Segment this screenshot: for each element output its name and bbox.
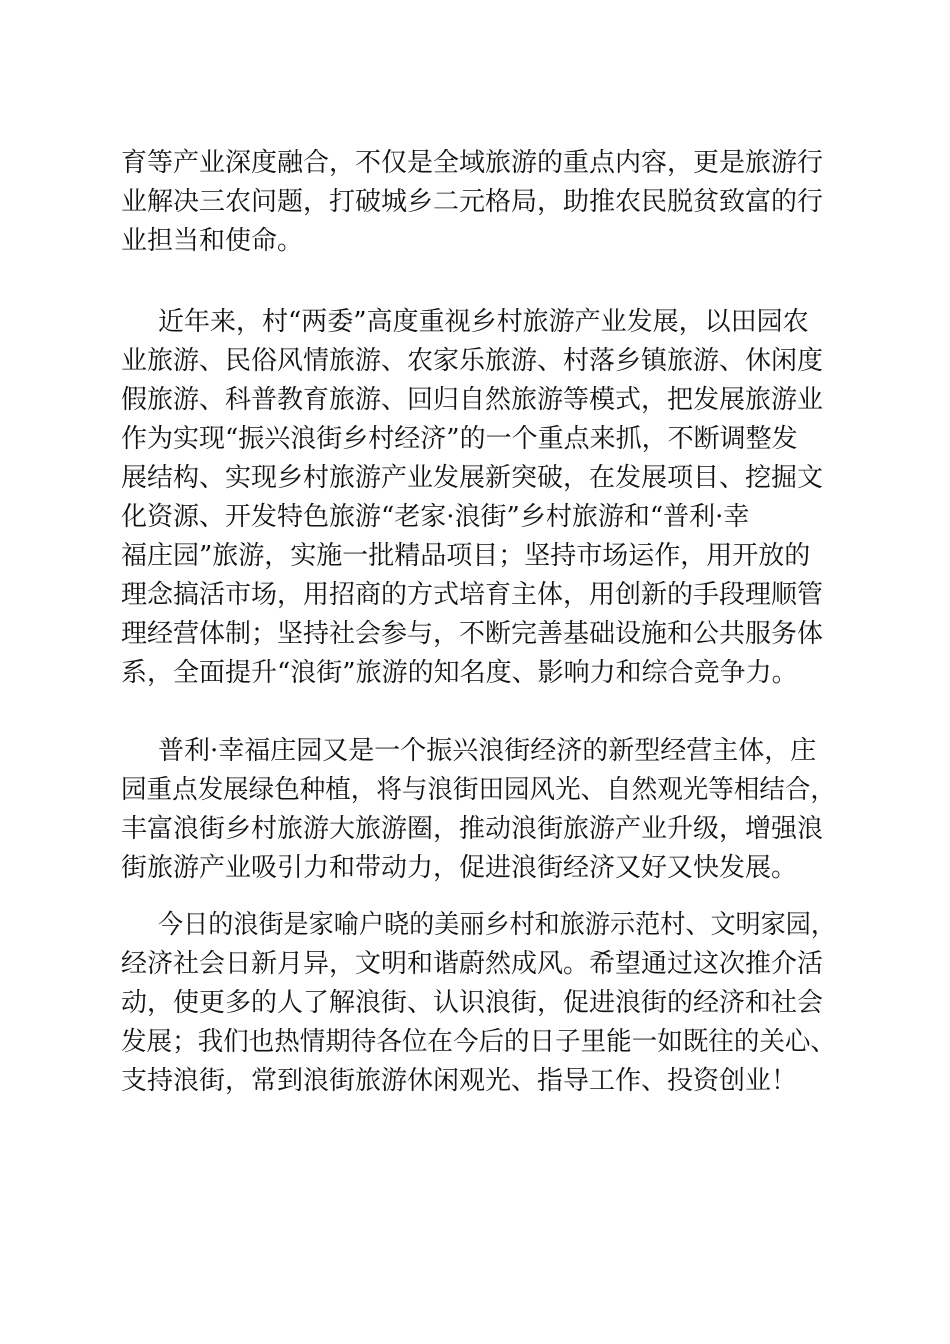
text-line: 育等产业深度融合，不仅是全域旅游的重点内容，更是旅游行 — [121, 148, 824, 178]
text-line: 业解决三农问题，打破城乡二元格局，助推农民脱贫致富的行 — [121, 187, 824, 217]
text-line: 支持浪街，常到浪街旅游休闲观光、指导工作、投资创业！ — [121, 1066, 798, 1096]
text-line: 假旅游、科普教育旅游、回归自然旅游等模式，把发展旅游业 — [121, 385, 824, 415]
text-line: 动，使更多的人了解浪街、认识浪街，促进浪街的经济和社会 — [121, 988, 824, 1018]
paragraph-first-line: 今日的浪街是家喻户晓的美丽乡村和旅游示范村、文明家园， — [158, 910, 837, 940]
text-line: 丰富浪街乡村旅游大旅游圈，推动浪街旅游产业升级，增强浪 — [121, 814, 824, 844]
text-line: 街旅游产业吸引力和带动力，促进浪街经济又好又快发展。 — [121, 853, 798, 883]
text-line: 展结构、实现乡村旅游产业发展新突破，在发展项目、挖掘文 — [121, 463, 824, 493]
text-line: 化资源、开发特色旅游“老家·浪街”乡村旅游和“普利·幸 — [121, 502, 750, 532]
paragraph-first-line: 近年来，村“两委”高度重视乡村旅游产业发展，以田园农 — [158, 307, 809, 337]
text-line: 园重点发展绿色种植，将与浪街田园风光、自然观光等相结合， — [121, 775, 836, 805]
text-line: 福庄园”旅游，实施一批精品项目；坚持市场运作，用开放的 — [121, 541, 811, 571]
text-line: 系，全面提升“浪街”旅游的知名度、影响力和综合竞争力。 — [121, 658, 798, 688]
text-line: 理经营体制；坚持社会参与，不断完善基础设施和公共服务体 — [121, 619, 824, 649]
text-line: 发展；我们也热情期待各位在今后的日子里能一如既往的关心、 — [121, 1027, 836, 1057]
paragraph-first-line: 普利·幸福庄园又是一个振兴浪街经济的新型经营主体，庄 — [158, 736, 817, 766]
text-line: 作为实现“振兴浪街乡村经济”的一个重点来抓，不断调整发 — [121, 424, 798, 454]
text-line: 经济社会日新月异，文明和谐蔚然成风。希望通过这次推介活 — [121, 949, 824, 979]
text-line: 业旅游、民俗风情旅游、农家乐旅游、村落乡镇旅游、休闲度 — [121, 346, 824, 376]
text-line: 理念搞活市场，用招商的方式培育主体，用创新的手段理顺管 — [121, 580, 824, 610]
text-line: 业担当和使命。 — [121, 226, 304, 256]
